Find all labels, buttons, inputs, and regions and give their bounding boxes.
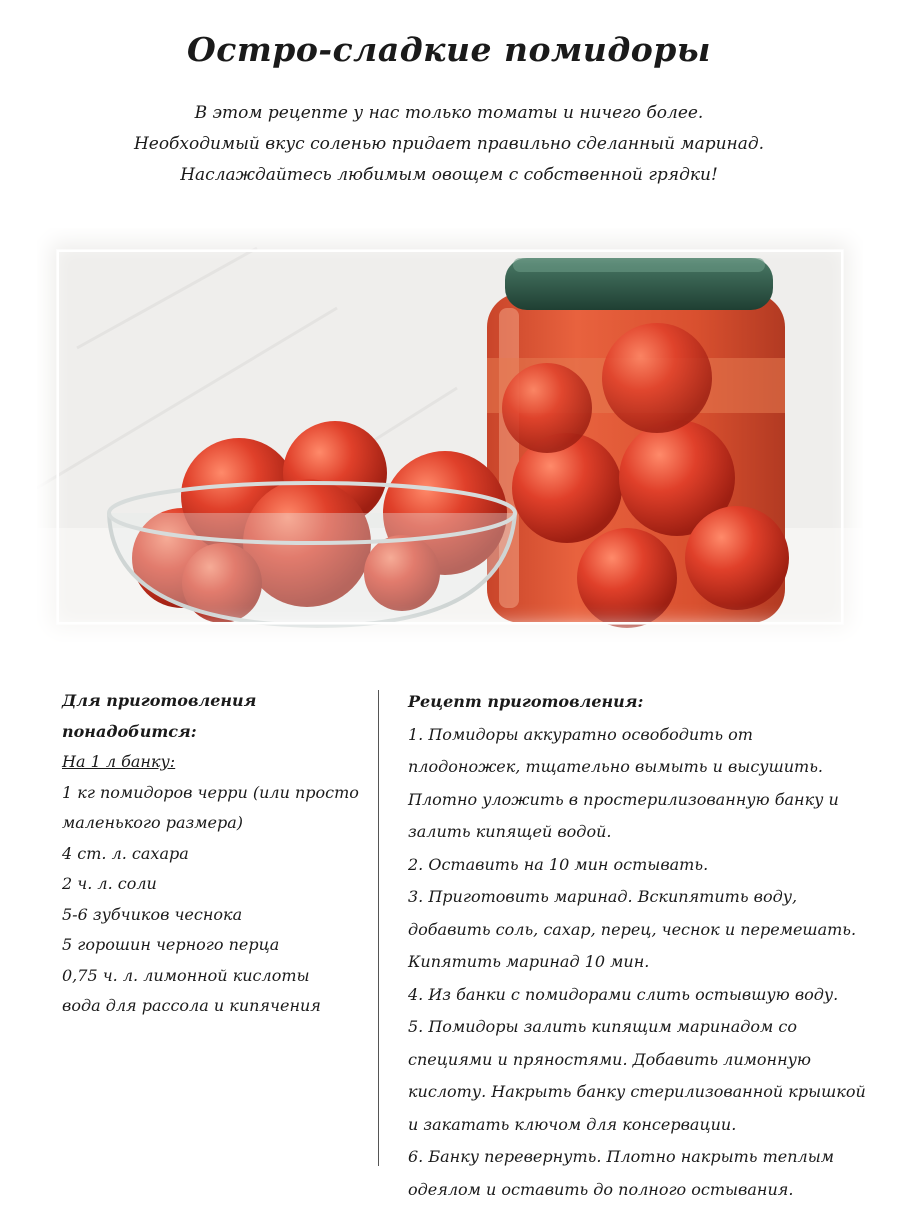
recipe-step: 6. Банку перевернуть. Плотно накрыть теплым одеялом и оставить до полного остывания. [408, 1147, 834, 1199]
ingredient-item: 0,75 ч. л. лимонной кислоты [62, 965, 310, 985]
ingredients-heading: Для приготовления понадобится: [62, 691, 257, 741]
intro-line: Необходимый вкус соленью придает правильно сделанный маринад. [133, 134, 765, 154]
photo-frame [57, 250, 843, 624]
recipe-step: 2. Оставить на 10 мин остывать. [408, 854, 709, 874]
recipe-column [408, 686, 870, 1206]
ingredient-item: вода для рассола и кипячения [62, 996, 321, 1015]
recipe-step: 1. Помидоры аккуратно освободить от плодоножек, тщательно вымыть и высушить. Плотно уложить в простерилизованную банку и залить кипящей водой. [408, 724, 839, 841]
intro-line: В этом рецепте у нас только томаты и ничего более. [194, 103, 704, 123]
ingredient-item: маленького размера) [62, 813, 243, 832]
column-divider [378, 690, 379, 1166]
intro-line: Наслаждайтесь любимым овощем с собственной грядки! [180, 165, 718, 185]
recipe-heading: Рецепт приготовления: [408, 692, 644, 711]
ingredients-subheading: На 1 л банку: [62, 752, 176, 771]
recipe-step: 4. Из банки с помидорами слить остывшую воду. [408, 984, 839, 1004]
recipe-step: 5. Помидоры залить кипящим маринадом со специями и пряностями. Добавить лимонную кислоту. Накрыть банку стерилизованной крышкой и закатать ключом для консервации. [408, 1017, 866, 1134]
recipe-step: 3. Приготовить маринад. Вскипятить воду, добавить соль, сахар, перец, чеснок и перемешать. Кипятить маринад 10 мин. [408, 887, 857, 971]
ingredient-item: 4 ст. л. сахара [62, 843, 189, 863]
intro-text [80, 98, 818, 191]
page-title: Остро-сладкие помидоры [187, 30, 711, 69]
ingredient-item: 5 горошин черного перца [62, 935, 280, 954]
ingredient-item: 2 ч. л. соли [62, 874, 157, 893]
tomato-photo [37, 228, 863, 642]
ingredient-item: 5-6 зубчиков чеснока [62, 904, 243, 924]
ingredients-column [62, 686, 362, 1022]
ingredient-item: 1 кг помидоров черри (или просто [62, 782, 359, 802]
